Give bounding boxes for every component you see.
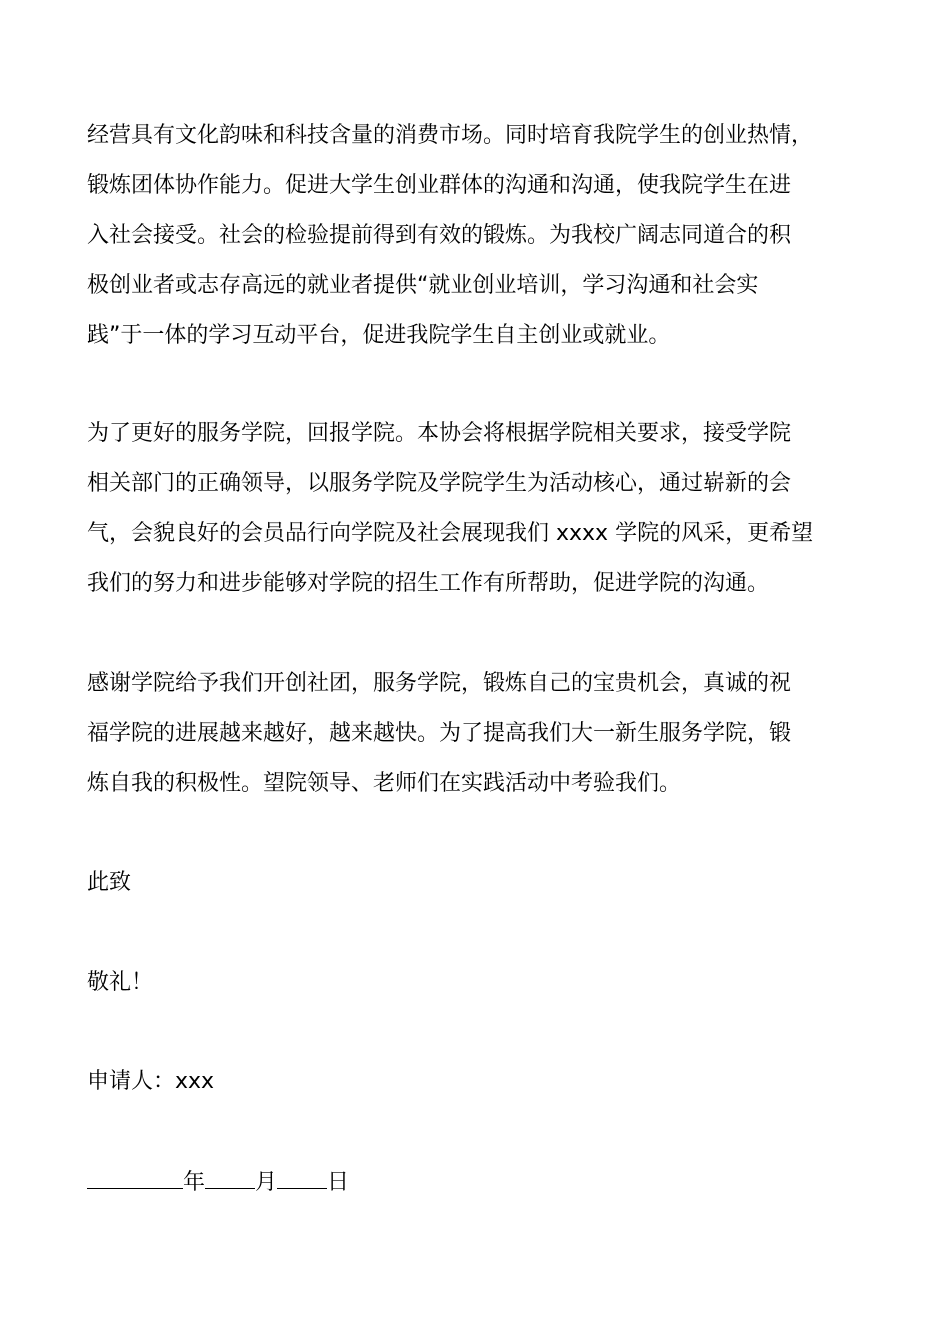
text-line: 入社会接受。社会的检验提前得到有效的锻炼。为我校广阔志同道合的积: [87, 223, 792, 248]
paragraph-2: [87, 409, 877, 609]
paragraph-1: [87, 111, 877, 361]
month-blank: [205, 1166, 255, 1189]
text-line: 炼自我的积极性。望院领导、老师们在实践活动中考验我们。: [87, 771, 682, 796]
text-line: 气，会貌良好的会员品行向学院及社会展现我们 xxxx 学院的风采，更希望: [87, 521, 814, 546]
date-line: [87, 1166, 349, 1198]
text-line: 感谢学院给予我们开创社团，服务学院，锻炼自己的宝贵机会，真诚的祝: [87, 671, 792, 696]
paragraph-3: [87, 659, 877, 809]
text-line: 经营具有文化韵味和科技含量的消费市场。同时培育我院学生的创业热情，: [87, 123, 814, 148]
text-line: 践”于一体的学习互动平台，促进我院学生自主创业或就业。: [87, 323, 671, 348]
day-label: 日: [327, 1170, 350, 1195]
text-line: 为了更好的服务学院，回报学院。本协会将根据学院相关要求，接受学院: [87, 421, 792, 446]
day-blank: [277, 1166, 327, 1189]
year-label: 年: [183, 1170, 206, 1195]
closing-regards: 敬礼！: [87, 970, 154, 995]
text-line: 极创业者或志存高远的就业者提供“就业创业培训，学习沟通和社会实: [87, 273, 759, 298]
text-line: 相关部门的正确领导，以服务学院及学院学生为活动核心，通过崭新的会: [87, 471, 792, 496]
month-label: 月: [255, 1170, 278, 1195]
text-line: 福学院的进展越来越好，越来越快。为了提高我们大一新生服务学院，锻: [87, 721, 792, 746]
applicant-signature: 申请人：xxx: [87, 1069, 215, 1094]
text-line: 我们的努力和进步能够对学院的招生工作有所帮助，促进学院的沟通。: [87, 571, 770, 596]
text-line: 锻炼团体协作能力。促进大学生创业群体的沟通和沟通，使我院学生在进: [87, 173, 792, 198]
year-blank: [87, 1166, 183, 1189]
closing-salutation: 此致: [87, 870, 132, 895]
